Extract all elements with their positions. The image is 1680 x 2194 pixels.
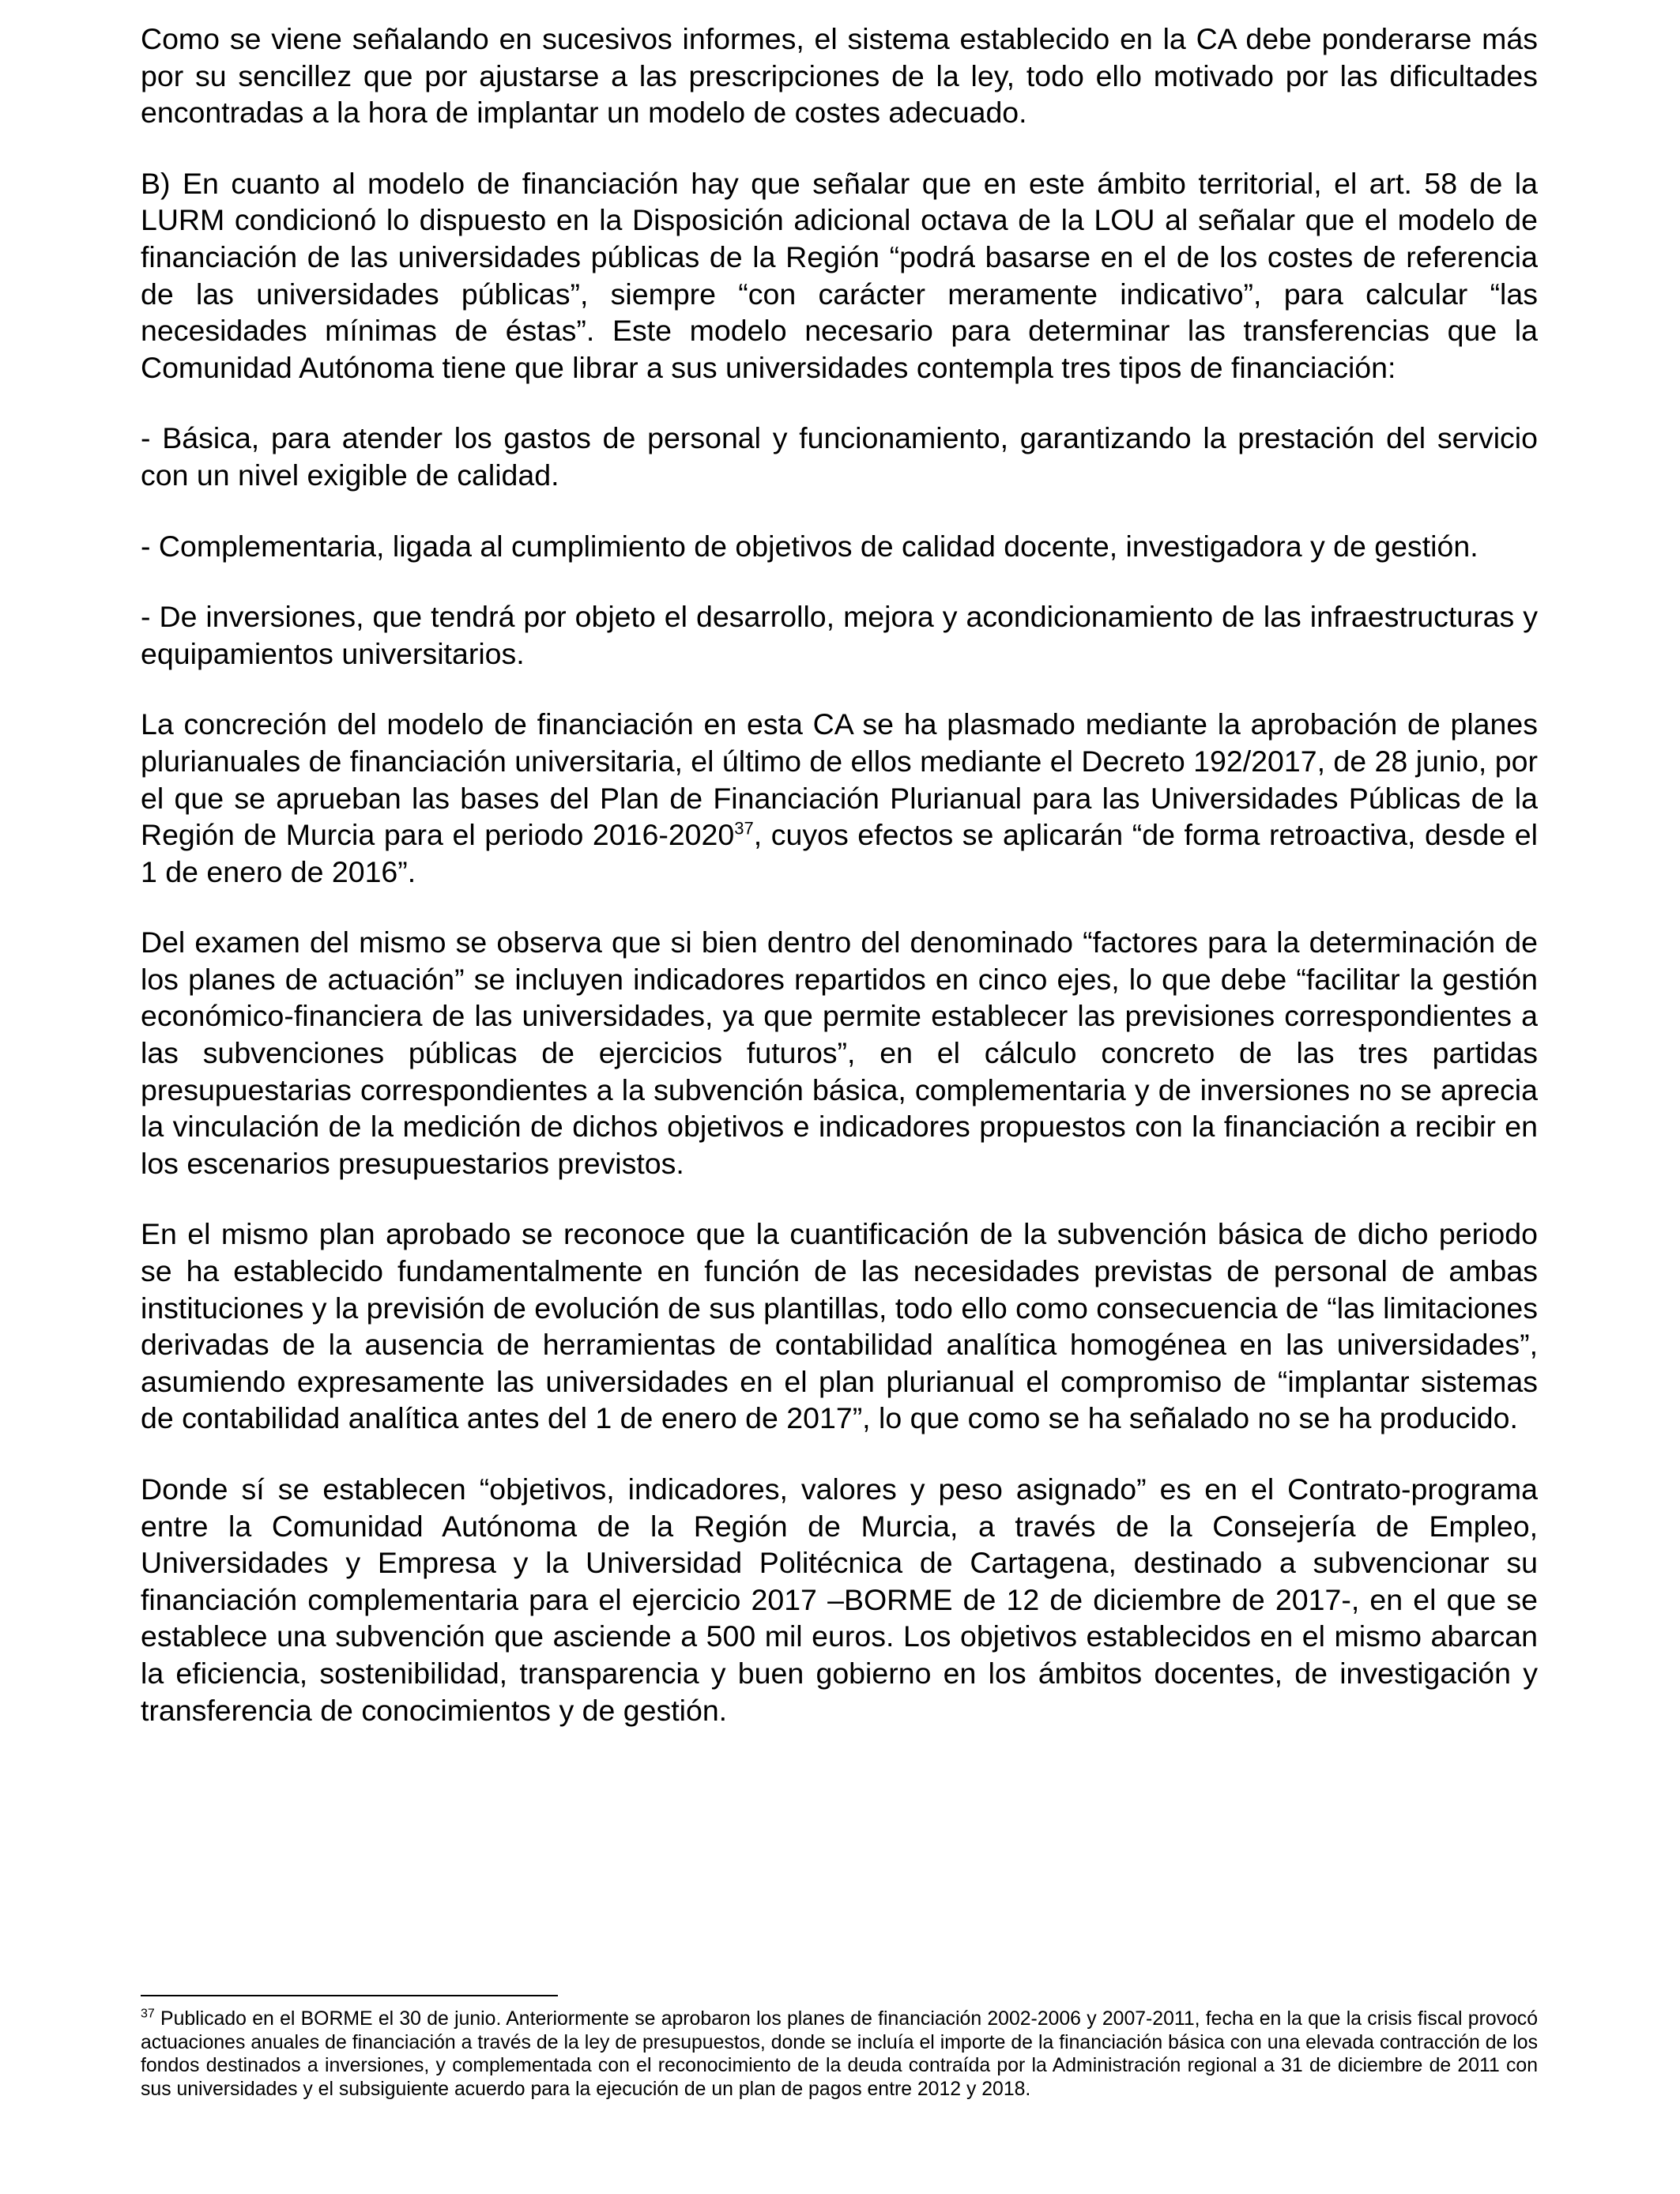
paragraph-modelo-financiacion: B) En cuanto al modelo de financiación hay que señalar que en este ámbito territorial, el art. 58 de la LURM condicionó lo dispuesto en la Disposición adicional octava de la LOU al señalar que el modelo de financiación de las universidades públicas de la Región “podrá basarse en el de los costes de referencia de las universidades públicas”, siempre “con carácter meramente indicativo”, para calcular “las necesidades mínimas de éstas”. Este modelo necesario para determinar las transferencias que la Comunidad Autónoma tiene que librar a sus universidades contempla tres tipos de financiación: [141,166,1538,384]
footnote-text: Publicado en el BORME el 30 de junio. Anteriormente se aprobaron los planes de financiación 2002-2006 y 2007-2011, fecha en la que la crisis fiscal provocó actuaciones anuales de financiación a través de la ley de presupuestos, donde se incluía el importe de la financiación básica con una elevada contracción de los fondos destinados a inversiones, y complementada con el reconocimiento de la deuda contraída por la Administración regional a 31 de diciembre de 2011 con sus universidades y el subsiguiente acuerdo para la ejecución de un plan de pagos entre 2012 y 2018. [141,2008,1538,2100]
footnote-reference[interactable]: 37 [734,818,754,839]
list-item-financiacion-basica: - Básica, para atender los gastos de personal y funcionamiento, garantizando la prestación del servicio con un nivel exigible de calidad. [141,421,1538,492]
footnote-number: 37 [141,2007,155,2021]
paragraph-examen-plan: Del examen del mismo se observa que si bien dentro del denominado “factores para la determinación de los planes de actuación” se incluyen indicadores repartidos en cinco ejes, lo que debe “facilitar la gestión económico-financiera de las universidades, ya que permite establecer las previsiones correspondientes a las subvenciones públicas de ejercicios futuros”, en el cálculo concreto de las tres partidas presupuestarias correspondientes a la subvención básica, complementaria y de inversiones no se aprecia la vinculación de la medición de dichos objetivos e indicadores propuestos con la financiación a recibir en los escenarios presupuestarios previstos. [141,925,1538,1180]
paragraph-contrato-programa: Donde sí se establecen “objetivos, indicadores, valores y peso asignado” es en el Contrato-programa entre la Comunidad Autónoma de la Región de Murcia, a través de la Consejería de Empleo, Universidades y Empresa y la Universidad Politécnica de Cartagena, destinado a subvencionar su financiación complementaria para el ejercicio 2017 –BORME de 12 de diciembre de 2017-, en el que se establece una subvención que asciende a 500 mil euros. Los objetivos establecidos en el mismo abarcan la eficiencia, sostenibilidad, transparencia y buen gobierno en los ámbitos docentes, de investigación y transferencia de conocimientos y de gestión. [141,1472,1538,1727]
list-item-financiacion-complementaria: - Complementaria, ligada al cumplimiento de objetivos de calidad docente, investigadora y de gestión. [141,529,1478,563]
footnote-area [141,1995,1538,2101]
footnote-37 [141,2007,1538,2101]
paragraph-concrecion-modelo [141,706,1538,890]
document-body [141,21,1538,1762]
paragraph-concrecion-text-b: , cuyos efectos se aplicarán “de forma retroactiva, desde el 1 de enero de 2016”. [141,818,1538,888]
footnote-separator [141,1995,558,1996]
paragraph-concrecion-text-a: La concreción del modelo de financiación en esta CA se ha plasmado mediante la aprobación de planes plurianuales de financiación universitaria, el último de ellos mediante el Decreto 192/2017, de 28 junio, por el que se aprueban las bases del Plan de Financiación Plurianual para las Universidades Públicas de la Región de Murcia para el periodo 2016-2020 [141,707,1538,852]
list-item-financiacion-inversiones: - De inversiones, que tendrá por objeto el desarrollo, mejora y acondicionamiento de las infraestructuras y equipamientos universitarios. [141,600,1538,670]
paragraph-subvencion-basica: En el mismo plan aprobado se reconoce que la cuantificación de la subvención básica de dicho periodo se ha establecido fundamentalmente en función de las necesidades previstas de personal de ambas instituciones y la previsión de evolución de sus plantillas, todo ello como consecuencia de “las limitaciones derivadas de la ausencia de herramientas de contabilidad analítica homogénea en las universidades”, asumiendo expresamente las universidades en el plan plurianual el compromiso de “implantar sistemas de contabilidad analítica antes del 1 de enero de 2017”, lo que como se ha señalado no se ha producido. [141,1217,1538,1435]
paragraph-costes-modelo: Como se viene señalando en sucesivos informes, el sistema establecido en la CA debe ponderarse más por su sencillez que por ajustarse a las prescripciones de la ley, todo ello motivado por las dificultades encontradas a la hora de implantar un modelo de costes adecuado. [141,22,1538,130]
